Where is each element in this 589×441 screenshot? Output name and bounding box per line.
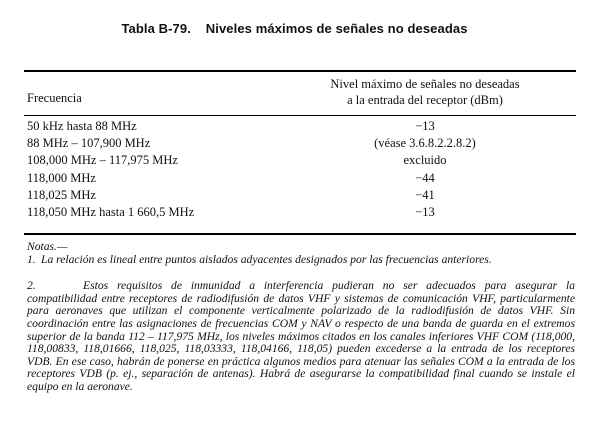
note-1-text: La relación es lineal entre puntos aislados adyacentes designados por las frecuencias anteriores. xyxy=(41,252,492,266)
row-frequency: 118,000 MHz xyxy=(27,170,96,185)
table-row xyxy=(0,205,589,222)
row-level: (véase 3.6.8.2.2.8.2) xyxy=(374,136,476,151)
header-level-line2: a la entrada del receptor (dBm) xyxy=(347,93,503,107)
row-level: −13 xyxy=(415,119,435,133)
header-frequency: Frecuencia xyxy=(27,91,82,105)
notes-heading: Notas.— xyxy=(27,240,68,253)
table-top-rule xyxy=(24,70,576,72)
row-level: excluido xyxy=(403,153,447,168)
table-row xyxy=(0,119,589,136)
row-frequency: 108,000 MHz – 117,975 MHz xyxy=(27,153,178,168)
note-2 xyxy=(27,280,575,393)
header-level-line1: Nivel máximo de señales no deseadas xyxy=(330,77,520,91)
table-caption: Tabla B-79. Niveles máximos de señales no deseadas xyxy=(121,21,468,36)
note-2-number: 2. xyxy=(27,279,36,293)
row-level: −13 xyxy=(415,204,435,219)
row-frequency: 118,025 MHz xyxy=(27,187,96,202)
table-row xyxy=(0,136,589,153)
header-rule xyxy=(24,115,576,116)
row-level: −44 xyxy=(415,170,435,185)
notes xyxy=(27,241,575,394)
table-row xyxy=(0,171,589,188)
note-1 xyxy=(27,254,575,267)
row-frequency: 118,050 MHz hasta 1 660,5 MHz xyxy=(27,204,195,219)
table-row xyxy=(0,188,589,205)
row-frequency: 50 kHz hasta 88 MHz xyxy=(27,119,137,133)
note-2-text: Estos requisitos de inmunidad a interferencia pudieran no ser adecuados para asegurar la compatibilidad entre receptores de radiodifusión de datos VHF y sistemas de comunicación VHF, particularmente para aeronaves que utilizan el componente verticalmente polarizado de la radiodifusión de datos VHF. Sin coordinación entre las asignaciones de frecuencias COM y NAV o respecto de una banda de guarda en el extremos superior de la banda 112 – 117,975 MHz, los niveles máximos citados en los canales inferiores VHF COM (118,000, 118,00833, 118,01666, 118,025, 118,03333, 118,04166, 118,05) pueden excederse a la entrada de los receptores VDB. En ese caso, habrán de ponerse en práctica algunos medios para atenuar las señales COM a la entrada de los receptores VDB (p. ej., separación de antenas). Habrá de asegurarse la compatibilidad final cuando se instale el equipo en la aeronave. xyxy=(27,279,575,393)
row-level: −41 xyxy=(415,187,435,202)
table-bottom-rule xyxy=(24,233,576,235)
note-1-number: 1. xyxy=(27,252,36,266)
row-frequency: 88 MHz – 107,900 MHz xyxy=(27,136,151,151)
header-level xyxy=(300,76,550,108)
table-body xyxy=(0,119,589,222)
table-row xyxy=(0,153,589,170)
